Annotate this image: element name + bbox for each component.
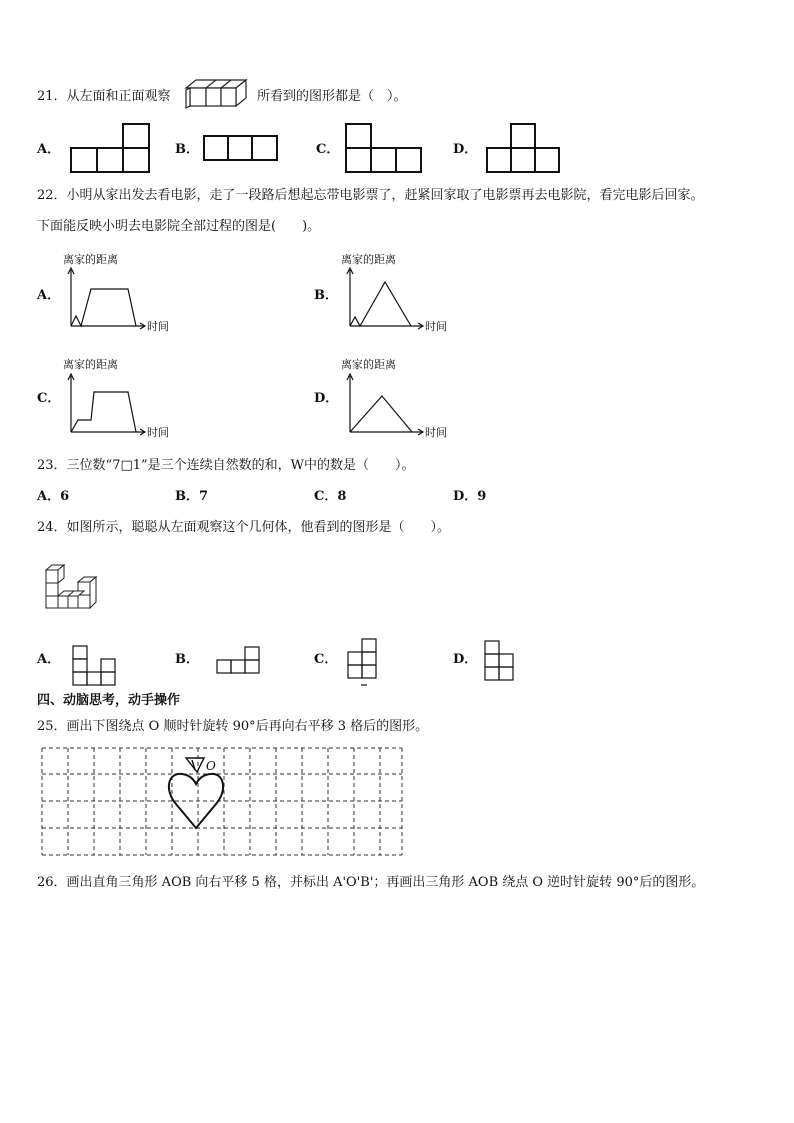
q24-option-a-label[interactable]: A． — [37, 652, 61, 667]
q22-stem-line2: 下面能反映小明去电影院全部过程的图是( )。 — [37, 219, 321, 234]
q24-option-d-label[interactable]: D． — [453, 652, 478, 667]
q22-graph-d — [336, 356, 476, 440]
q21-option-d-label[interactable]: D． — [453, 142, 478, 157]
q22-option-d-label[interactable]: D． — [314, 391, 339, 406]
q22-graph-c-y-label: 离家的距离 — [63, 358, 118, 371]
q22-graph-a-y-label: 离家的距离 — [63, 253, 118, 266]
q22-graph-d-y-label: 离家的距离 — [341, 358, 396, 371]
q23-option-b[interactable]: B．7 — [175, 489, 209, 504]
q21-option-c-shape — [345, 122, 423, 174]
q24-option-b-label[interactable]: B． — [175, 652, 199, 667]
q22-option-a-label[interactable]: A． — [37, 288, 61, 303]
q23-option-c[interactable]: C．8 — [314, 489, 347, 504]
q22-graph-c-x-label: 时间 — [147, 426, 169, 439]
q21-option-b-shape — [203, 135, 279, 163]
section-4-title: 四、动脑思考，动手操作 — [37, 693, 181, 708]
q22-graph-a — [58, 252, 198, 334]
q22-graph-c — [58, 356, 198, 440]
q24-stem: 24．如图所示，聪聪从左面观察这个几何体，他看到的图形是（ ）。 — [37, 520, 451, 535]
q24-option-d-shape — [484, 640, 516, 686]
q22-graph-b — [336, 252, 476, 334]
q22-graph-a-x-label: 时间 — [147, 320, 169, 333]
q22-option-c-label[interactable]: C． — [37, 391, 61, 406]
q25-stem: 25．画出下图绕点 O 顺时针旋转 90°后再向右平移 3 格后的图形。 — [37, 719, 429, 734]
q24-option-c-label[interactable]: C． — [314, 652, 338, 667]
q23-stem: 23．三位数“7□1”是三个连续自然数的和，W中的数是（ ）。 — [37, 458, 415, 473]
q24-option-a-shape — [72, 645, 118, 687]
q23-option-d[interactable]: D．9 — [453, 489, 487, 504]
q24-solid-figure — [44, 562, 102, 610]
q21-stem-pre: 21．从左面和正面观察 — [37, 89, 171, 104]
q21-option-b-label[interactable]: B． — [175, 142, 199, 157]
q25-point-o-label: O — [206, 759, 216, 773]
q24-option-c-shape — [347, 638, 379, 688]
q21-option-a-shape — [70, 122, 150, 174]
q22-graph-b-x-label: 时间 — [425, 320, 447, 333]
q22-graph-b-y-label: 离家的距离 — [341, 253, 396, 266]
q24-option-b-shape — [216, 646, 262, 676]
q21-stem-post: 所看到的图形都是（ ）。 — [257, 89, 407, 104]
q21-cube-figure — [186, 78, 254, 108]
q23-option-a[interactable]: A．6 — [37, 489, 70, 504]
q22-option-b-label[interactable]: B． — [314, 288, 338, 303]
q22-stem-line1: 22．小明从家出发去看电影，走了一段路后想起忘带电影票了，赶紧回家取了电影票再去电影院，看完电影后回家。 — [37, 188, 704, 203]
q21-option-c-label[interactable]: C． — [316, 142, 340, 157]
q21-option-d-shape — [486, 122, 564, 174]
q25-grid-figure — [40, 746, 406, 858]
q22-graph-d-x-label: 时间 — [425, 426, 447, 439]
q21-option-a-label[interactable]: A． — [37, 142, 61, 157]
q26-stem: 26．画出直角三角形 AOB 向右平移 5 格，并标出 A'O'B'；再画出三角形 AOB 绕点 O 逆时针旋转 90°后的图形。 — [37, 875, 705, 890]
